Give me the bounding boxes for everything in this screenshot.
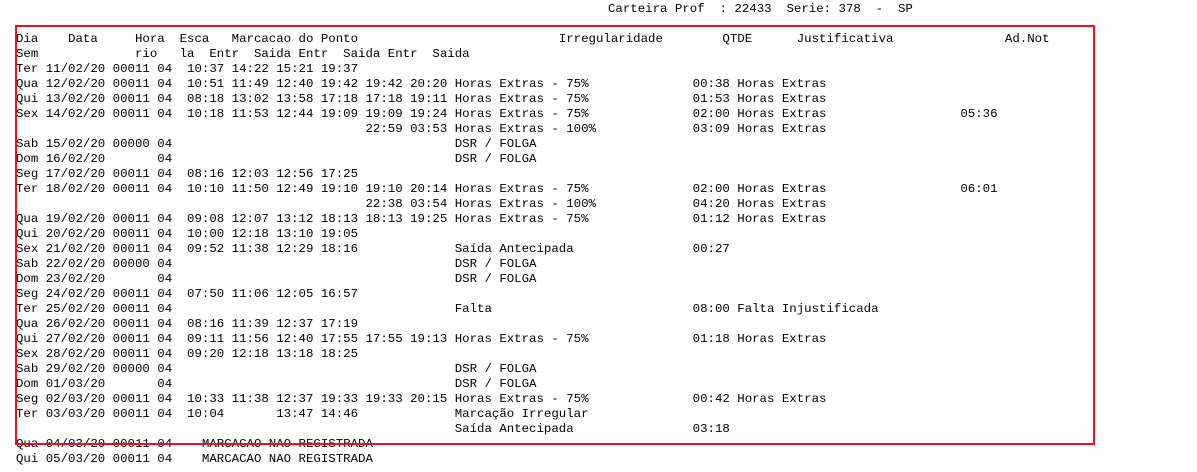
report-row: Sex 14/02/20 00011 04 10:18 11:53 12:44 19:09 19:09 19:24 Horas Extras - 75% 02:00 Horas Extras 05:36 — [16, 107, 998, 121]
report-row: Qui 27/02/20 00011 04 09:11 11:56 12:40 17:55 17:55 19:13 Horas Extras - 75% 01:18 Horas Extras — [16, 332, 827, 346]
report-row: Dom 23/02/20 04 DSR / FOLGA — [16, 272, 537, 286]
report-row: Sex 21/02/20 00011 04 09:52 11:38 12:29 18:16 Saída Antecipada 00:27 — [16, 242, 730, 256]
report-row: Dom 01/03/20 04 DSR / FOLGA — [16, 377, 537, 391]
report-row: Sex 28/02/20 00011 04 09:20 12:18 13:18 18:25 — [16, 347, 359, 361]
report-row: 22:38 03:54 Horas Extras - 100% 04:20 Horas Extras — [16, 197, 827, 211]
employee-info-line: Carteira Prof : 22433 Serie: 378 - SP — [608, 2, 913, 16]
report-row: Qui 20/02/20 00011 04 10:00 12:18 13:10 19:05 — [16, 227, 359, 241]
report-row: Qua 04/03/20 00011 04 MARCACAO NAO REGISTRADA — [16, 437, 373, 451]
report-row: Seg 24/02/20 00011 04 07:50 11:06 12:05 16:57 — [16, 287, 359, 301]
report-row: Ter 11/02/20 00011 04 10:37 14:22 15:21 19:37 — [16, 62, 359, 76]
report-row: Qui 05/03/20 00011 04 MARCACAO NAO REGISTRADA — [16, 452, 373, 466]
report-row: Ter 03/03/20 00011 04 10:04 13:47 14:46 Marcação Irregular — [16, 407, 589, 421]
report-row: Sab 22/02/20 00000 04 DSR / FOLGA — [16, 257, 537, 271]
column-header-line: Dia Data Hora Esca Marcacao do Ponto Irregularidade QTDE Justificativa Ad.Not — [16, 32, 1050, 46]
report-row: Seg 17/02/20 00011 04 08:16 12:03 12:56 17:25 — [16, 167, 359, 181]
report-row: Sab 29/02/20 00000 04 DSR / FOLGA — [16, 362, 537, 376]
report-row: Sab 15/02/20 00000 04 DSR / FOLGA — [16, 137, 537, 151]
report-row: Seg 02/03/20 00011 04 10:33 11:38 12:37 19:33 19:33 20:15 Horas Extras - 75% 00:42 Horas Extras — [16, 392, 827, 406]
report-row: Qua 12/02/20 00011 04 10:51 11:49 12:40 19:42 19:42 20:20 Horas Extras - 75% 00:38 Horas Extras — [16, 77, 827, 91]
report-row: Saída Antecipada 03:18 — [16, 422, 730, 436]
report-row: 22:59 03:53 Horas Extras - 100% 03:09 Horas Extras — [16, 122, 827, 136]
report-row: Qua 26/02/20 00011 04 08:16 11:39 12:37 17:19 — [16, 317, 359, 331]
report-row: Qua 19/02/20 00011 04 09:08 12:07 13:12 18:13 18:13 19:25 Horas Extras - 75% 01:12 Horas Extras — [16, 212, 827, 226]
report-row: Dom 16/02/20 04 DSR / FOLGA — [16, 152, 537, 166]
report-row: Qui 13/02/20 00011 04 08:18 13:02 13:58 17:18 17:18 19:11 Horas Extras - 75% 01:53 Horas Extras — [16, 92, 827, 106]
report-row: Ter 25/02/20 00011 04 Falta 08:00 Falta Injustificada — [16, 302, 879, 316]
report-row: Ter 18/02/20 00011 04 10:10 11:50 12:49 19:10 19:10 20:14 Horas Extras - 75% 02:00 Horas Extras 06:01 — [16, 182, 998, 196]
column-header-line: Sem rio la Entr Saida Entr Saida Entr Saida — [16, 47, 470, 61]
